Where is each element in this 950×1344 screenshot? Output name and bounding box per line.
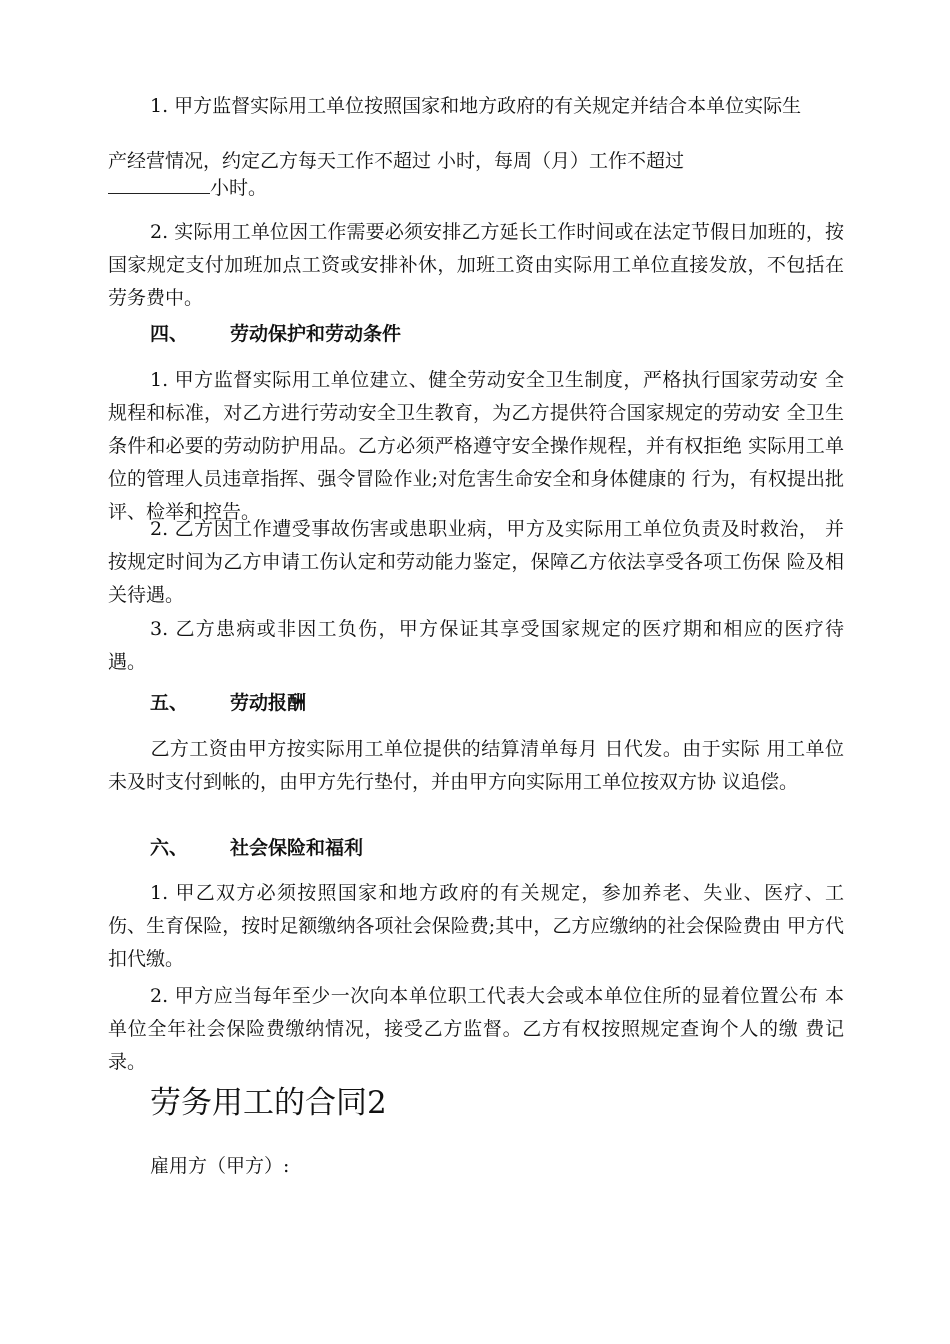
section-4-number: 四、 xyxy=(150,323,189,345)
section-6-title: 社会保险和福利 xyxy=(230,837,364,859)
clause-3-1-line3 xyxy=(108,172,267,205)
clause-4-3 xyxy=(108,613,844,679)
clause-4-3-text: 3. 乙方患病或非因工负伤，甲方保证其享受国家规定的医疗期和相应的医疗待 遇。 xyxy=(108,618,844,673)
section-4-heading xyxy=(150,318,401,351)
section-6-number: 六、 xyxy=(150,837,189,859)
employer-label: 雇用方（甲方）: xyxy=(150,1155,290,1177)
clause-6-2-text: 2. 甲方应当每年至少一次向本单位职工代表大会或本单位住所的显着位置公布 本单位全年社会保险费缴纳情况，接受乙方监督。乙方有权按照规定查询个人的缴 费记录。 xyxy=(108,985,844,1073)
clause-3-1-line2: 产经营情况，约定乙方每天工作不超过 小时，每周（月）工作不超过 xyxy=(108,150,685,172)
clause-3-1-line3-suffix: 小时。 xyxy=(210,177,268,199)
section-6-heading xyxy=(150,832,363,865)
clause-4-1-text: 1. 甲方监督实际用工单位建立、健全劳动安全卫生制度，严格执行国家劳动安 全规程和标准，对乙方进行劳动安全卫生教育，为乙方提供符合国家规定的劳动安 全卫生条件和必要的劳动防护用品。乙方必须严格遵守安全操作规程，并有权拒绝 实际用工单位的管理人员违章指挥、强令冒险作业;对危害生命安全和身体健康的 行为，有权提出批评、检举和控告。 xyxy=(108,369,844,523)
clause-4-2 xyxy=(108,513,844,612)
section-5-heading xyxy=(150,687,306,720)
clause-6-2 xyxy=(108,980,844,1079)
contract-2-title: 劳务用工的合同2 xyxy=(150,1085,387,1121)
section-5-title: 劳动报酬 xyxy=(230,692,307,714)
clause-5-text: 乙方工资由甲方按实际用工单位提供的结算清单每月 日代发。由于实际 用工单位未及时支付到帐的，由甲方先行垫付，并由甲方向实际用工单位按双方协 议追偿。 xyxy=(108,738,844,793)
clause-3-2 xyxy=(108,216,844,315)
fill-in-blank xyxy=(108,176,210,194)
clause-6-1 xyxy=(108,877,844,976)
clause-6-1-text: 1. 甲乙双方必须按照国家和地方政府的有关规定，参加养老、失业、医疗、工 伤、生育保险，按时足额缴纳各项社会保险费;其中，乙方应缴纳的社会保险费由 甲方代扣代缴。 xyxy=(108,882,844,970)
section-4-title: 劳动保护和劳动条件 xyxy=(230,323,402,345)
clause-3-2-text: 2. 实际用工单位因工作需要必须安排乙方延长工作时间或在法定节假日加班的，按国家规定支付加班加点工资或安排补休，加班工资由实际用工单位直接发放，不包括在劳务费中。 xyxy=(108,221,844,309)
clause-3-1-line1: 1. 甲方监督实际用工单位按照国家和地方政府的有关规定并结合本单位实际生 xyxy=(150,95,802,117)
section-5-number: 五、 xyxy=(150,692,189,714)
clause-4-2-text: 2. 乙方因工作遭受事故伤害或患职业病，甲方及实际用工单位负责及时救治， 并按规定时间为乙方申请工伤认定和劳动能力鉴定，保障乙方依法享受各项工伤保 险及相关待遇。 xyxy=(108,518,844,606)
clause-4-1 xyxy=(108,364,844,529)
clause-5 xyxy=(108,733,844,799)
